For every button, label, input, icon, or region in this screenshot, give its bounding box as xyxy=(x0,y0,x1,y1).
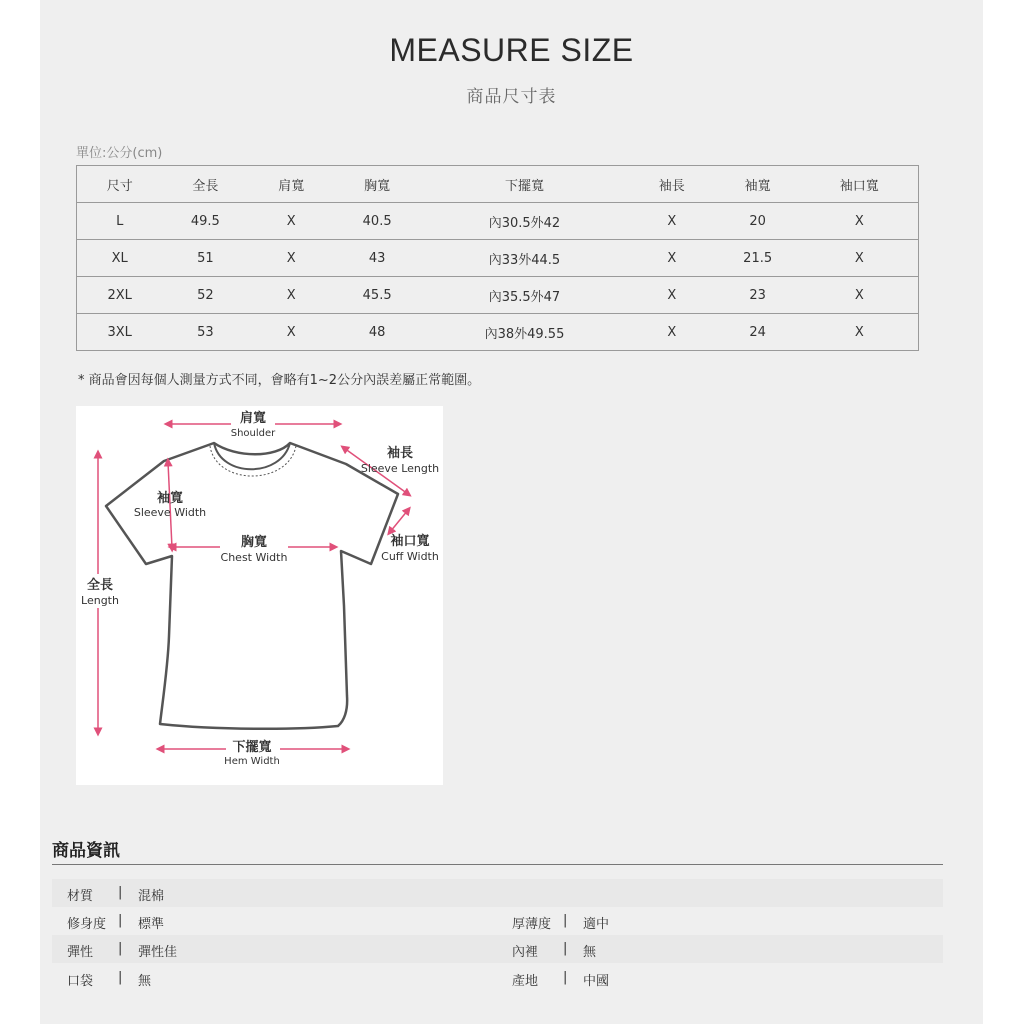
sleeve-width-label-cn: 袖寬 xyxy=(156,491,184,506)
sleeve-length-label-cn: 袖長 xyxy=(386,446,414,461)
info-value: 彈性佳 xyxy=(138,945,178,960)
chest-label-en: Chest Width xyxy=(220,551,288,564)
table-cell: X xyxy=(248,203,334,240)
table-row xyxy=(77,240,919,277)
page-subtitle: 商品尺寸表 xyxy=(466,87,557,107)
info-label: 內裡 xyxy=(512,945,539,960)
measurement-note: * 商品會因每個人測量方式不同，會略有1~2公分內誤差屬正常範圍。 xyxy=(78,373,481,388)
table-cell: X xyxy=(801,203,919,240)
table-row xyxy=(77,203,919,240)
info-row xyxy=(52,907,943,935)
info-value: 標準 xyxy=(138,917,165,932)
table-cell: 3XL xyxy=(77,314,163,351)
table-cell: 內35.5外47 xyxy=(420,277,629,314)
table-cell: X xyxy=(629,203,715,240)
table-cell: X xyxy=(248,240,334,277)
info-separator: | xyxy=(118,885,123,900)
col-header: 袖寬 xyxy=(715,166,801,203)
content-panel xyxy=(40,0,983,1024)
table-cell: 20 xyxy=(715,203,801,240)
cuff-label-en: Cuff Width xyxy=(381,550,439,563)
col-header: 袖口寬 xyxy=(801,166,919,203)
col-header: 尺寸 xyxy=(77,166,163,203)
col-header: 下擺寬 xyxy=(420,166,629,203)
info-separator: | xyxy=(563,970,568,985)
info-value: 中國 xyxy=(583,974,610,989)
col-header: 肩寬 xyxy=(248,166,334,203)
measurement-diagram xyxy=(76,406,443,785)
table-cell: 40.5 xyxy=(334,203,420,240)
cuff-label-cn: 袖口寬 xyxy=(390,534,430,549)
info-value: 無 xyxy=(138,974,152,989)
tshirt-diagram-svg xyxy=(76,406,443,785)
table-cell: L xyxy=(77,203,163,240)
table-cell: 內30.5外42 xyxy=(420,203,629,240)
table-cell: 內38外49.55 xyxy=(420,314,629,351)
page-title: MEASURE SIZE xyxy=(389,32,634,68)
info-separator: | xyxy=(118,941,123,956)
chest-label-cn: 胸寬 xyxy=(240,535,268,550)
size-table xyxy=(76,165,919,351)
info-value: 適中 xyxy=(583,917,610,932)
table-cell: 53 xyxy=(162,314,248,351)
col-header: 全長 xyxy=(162,166,248,203)
table-cell: X xyxy=(801,240,919,277)
table-cell: X xyxy=(629,277,715,314)
product-info-divider xyxy=(52,864,943,865)
info-row xyxy=(52,879,943,907)
info-separator: | xyxy=(118,970,123,985)
hem-label-en: Hem Width xyxy=(224,756,280,767)
tshirt-outline xyxy=(106,443,398,729)
unit-label: 單位:公分(cm) xyxy=(76,146,163,161)
hem-label-cn: 下擺寬 xyxy=(232,740,272,755)
info-label: 彈性 xyxy=(67,945,94,960)
table-cell: X xyxy=(248,314,334,351)
info-separator: | xyxy=(563,941,568,956)
info-label: 產地 xyxy=(512,974,539,989)
sleeve-length-label-en: Sleeve Length xyxy=(360,462,440,475)
table-cell: 23 xyxy=(715,277,801,314)
table-cell: 內33外44.5 xyxy=(420,240,629,277)
table-cell: X xyxy=(629,240,715,277)
table-row xyxy=(77,277,919,314)
table-cell: 48 xyxy=(334,314,420,351)
table-header-row xyxy=(77,166,919,203)
table-cell: 21.5 xyxy=(715,240,801,277)
info-separator: | xyxy=(563,913,568,928)
cuff-arrow xyxy=(390,510,408,532)
table-cell: 45.5 xyxy=(334,277,420,314)
info-label: 修身度 xyxy=(67,917,107,932)
col-header: 袖長 xyxy=(629,166,715,203)
table-cell: X xyxy=(801,277,919,314)
info-label: 口袋 xyxy=(67,974,94,989)
info-row xyxy=(52,964,943,992)
table-cell: XL xyxy=(77,240,163,277)
info-label: 厚薄度 xyxy=(512,917,552,932)
col-header: 胸寬 xyxy=(334,166,420,203)
shoulder-label-en: Shoulder xyxy=(230,428,276,439)
table-cell: X xyxy=(801,314,919,351)
table-cell: 49.5 xyxy=(162,203,248,240)
table-cell: 51 xyxy=(162,240,248,277)
table-row xyxy=(77,314,919,351)
table-cell: X xyxy=(248,277,334,314)
info-value: 混棉 xyxy=(138,889,165,904)
info-row xyxy=(52,935,943,963)
table-cell: 43 xyxy=(334,240,420,277)
length-label-en: Length xyxy=(81,594,119,607)
product-info-heading: 商品資訊 xyxy=(52,841,120,861)
table-cell: X xyxy=(629,314,715,351)
info-separator: | xyxy=(118,913,123,928)
length-label-cn: 全長 xyxy=(86,578,114,593)
shoulder-label-cn: 肩寬 xyxy=(239,411,267,426)
table-cell: 2XL xyxy=(77,277,163,314)
info-label: 材質 xyxy=(67,889,94,904)
info-value: 無 xyxy=(583,945,597,960)
table-cell: 24 xyxy=(715,314,801,351)
sleeve-width-label-en: Sleeve Width xyxy=(133,506,207,519)
table-cell: 52 xyxy=(162,277,248,314)
